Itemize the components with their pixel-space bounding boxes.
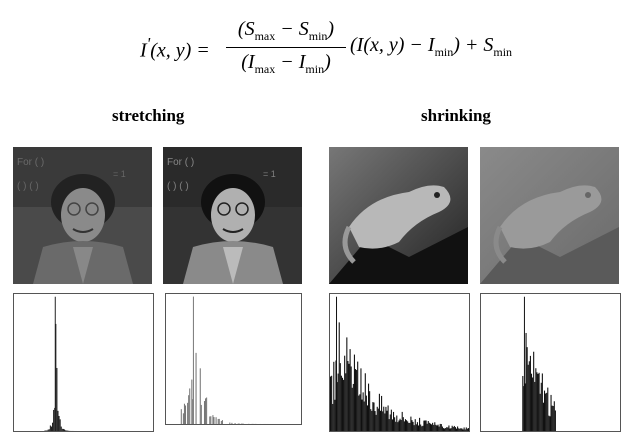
histogram-bar bbox=[522, 376, 523, 431]
histogram-bar bbox=[427, 424, 428, 431]
shrinking-label: shrinking bbox=[421, 106, 491, 125]
histogram-bar bbox=[358, 396, 359, 431]
histogram-bar bbox=[200, 368, 201, 424]
histogram-bar bbox=[455, 427, 456, 431]
histogram-bar bbox=[539, 373, 540, 431]
histogram-bar bbox=[347, 361, 348, 431]
histogram-bar bbox=[344, 356, 345, 431]
histogram-bar bbox=[400, 419, 401, 431]
histogram-bar bbox=[418, 425, 419, 431]
histogram-bar bbox=[409, 423, 410, 431]
histogram-bar bbox=[222, 420, 223, 424]
formula-numerator: $(S_{max} - S_{min})$ bbox=[226, 18, 346, 48]
histogram-bar bbox=[59, 416, 60, 431]
histogram-bar bbox=[361, 400, 362, 431]
histogram-bar bbox=[458, 428, 459, 431]
histogram-bar bbox=[219, 419, 220, 424]
histogram-bar bbox=[52, 423, 53, 431]
histogram-bar bbox=[383, 407, 384, 431]
histogram-bar bbox=[402, 412, 403, 431]
histogram-bar bbox=[426, 420, 427, 431]
histogram-bar bbox=[181, 409, 182, 424]
svg-text:For ( ): For ( ) bbox=[17, 157, 45, 168]
formula-rhs: (I(x, $y) - I_{min}) + S_{min}$ bbox=[350, 34, 513, 59]
histogram-bar bbox=[375, 411, 376, 431]
histogram-bar bbox=[441, 424, 442, 431]
histogram-bar bbox=[353, 384, 354, 431]
contrast-stretch-formula bbox=[140, 10, 513, 82]
histogram-bar bbox=[235, 423, 236, 424]
histogram-bar bbox=[535, 368, 536, 431]
histogram-bar bbox=[396, 416, 397, 431]
histogram-bar bbox=[456, 429, 457, 431]
svg-text:( ) ( ): ( ) ( ) bbox=[167, 181, 189, 192]
histogram-bar bbox=[443, 428, 444, 431]
histogram-bar bbox=[442, 427, 443, 431]
histogram-bar bbox=[351, 366, 352, 431]
histogram-bar bbox=[381, 396, 382, 431]
man-original-image bbox=[13, 147, 152, 284]
histogram-bar bbox=[454, 426, 455, 431]
histogram-bar bbox=[541, 383, 542, 431]
histogram-bar bbox=[204, 401, 205, 424]
histogram-bar bbox=[423, 421, 424, 431]
histogram-bar bbox=[389, 419, 390, 431]
histogram-bar bbox=[49, 429, 50, 431]
histogram-bar bbox=[209, 416, 210, 424]
histogram-bar bbox=[388, 405, 389, 431]
histogram-bar bbox=[460, 428, 461, 431]
histogram-bar bbox=[429, 423, 430, 431]
histogram-bar bbox=[188, 395, 189, 424]
histogram-bar bbox=[345, 373, 346, 431]
man-stretched-histogram bbox=[165, 293, 302, 425]
histogram-bar bbox=[534, 382, 535, 431]
histogram-bar bbox=[210, 416, 211, 424]
histogram-bar bbox=[187, 403, 188, 424]
histogram-bar bbox=[360, 368, 361, 431]
histogram-bar bbox=[543, 403, 544, 431]
histogram-bar bbox=[231, 423, 232, 424]
histogram-bar bbox=[367, 405, 368, 431]
histogram-bar bbox=[392, 419, 393, 431]
histogram-bar bbox=[447, 427, 448, 431]
histogram-bar bbox=[330, 377, 331, 431]
histogram-bar bbox=[47, 430, 48, 431]
histogram-bar bbox=[65, 430, 66, 431]
histogram-bar bbox=[436, 426, 437, 431]
histogram-bar bbox=[339, 322, 340, 431]
histogram-bar bbox=[196, 353, 197, 424]
histogram-bar bbox=[552, 406, 553, 431]
histogram-bar bbox=[359, 394, 360, 431]
histogram-bar bbox=[416, 424, 417, 431]
histogram-bar bbox=[419, 418, 420, 431]
histogram-bar bbox=[435, 425, 436, 431]
man-original-histogram bbox=[13, 293, 154, 432]
histogram-bar bbox=[395, 422, 396, 431]
histogram-bar bbox=[452, 426, 453, 431]
histogram-bar bbox=[57, 411, 58, 431]
histogram-bar bbox=[382, 411, 383, 431]
histogram-bar bbox=[341, 376, 342, 431]
histogram-bar bbox=[346, 337, 347, 431]
histogram-bar bbox=[453, 427, 454, 431]
histogram-bar bbox=[352, 388, 353, 431]
histogram-bar bbox=[417, 422, 418, 431]
histogram-bar bbox=[544, 391, 545, 431]
histogram-bar bbox=[466, 427, 467, 431]
histogram-bar bbox=[440, 424, 441, 431]
histogram-bar bbox=[439, 427, 440, 431]
histogram-bar bbox=[420, 425, 421, 431]
histogram-bar bbox=[406, 420, 407, 431]
histogram-bar bbox=[405, 419, 406, 431]
histogram-bar bbox=[530, 356, 531, 431]
histogram-bar bbox=[391, 410, 392, 431]
histogram-bar bbox=[438, 425, 439, 431]
histogram-bar bbox=[461, 428, 462, 431]
histogram-bar bbox=[342, 378, 343, 431]
histogram-bar bbox=[554, 401, 555, 431]
histogram-bar bbox=[366, 396, 367, 431]
histogram-bar bbox=[334, 400, 335, 431]
histogram-bar bbox=[459, 429, 460, 431]
histogram-bar bbox=[372, 402, 373, 431]
histogram-bar bbox=[393, 412, 394, 431]
histogram-bar bbox=[432, 423, 433, 431]
histogram-bar bbox=[551, 395, 552, 431]
histogram-bar bbox=[377, 407, 378, 431]
histogram-bar bbox=[60, 419, 61, 431]
histogram-bar bbox=[369, 391, 370, 431]
histogram-bar bbox=[238, 423, 239, 424]
histogram-bar bbox=[444, 429, 445, 432]
histogram-bar bbox=[378, 409, 379, 431]
histogram-bar bbox=[415, 419, 416, 431]
histogram-bar bbox=[333, 362, 334, 431]
histogram-bar bbox=[213, 417, 214, 424]
histogram-bar bbox=[431, 424, 432, 431]
histogram-bar bbox=[63, 429, 64, 431]
histogram-bar bbox=[413, 422, 414, 431]
histogram-bar bbox=[368, 384, 369, 431]
histogram-bar bbox=[206, 398, 207, 424]
histogram-bar bbox=[555, 410, 556, 431]
histogram-bar bbox=[191, 380, 192, 424]
histogram-bar bbox=[189, 388, 190, 424]
histogram-bar bbox=[331, 376, 332, 431]
histogram-bar bbox=[430, 424, 431, 431]
histogram-bar bbox=[553, 406, 554, 431]
histogram-bar bbox=[50, 426, 51, 432]
histogram-bar bbox=[398, 420, 399, 431]
histogram-bar bbox=[356, 370, 357, 431]
iguana-shrunk-histogram bbox=[480, 293, 621, 432]
histogram-bar bbox=[533, 352, 534, 431]
histogram-bar bbox=[410, 417, 411, 431]
histogram-bar bbox=[467, 429, 468, 431]
histogram-bar bbox=[394, 417, 395, 431]
histogram-bar bbox=[468, 428, 469, 431]
histogram-bar bbox=[62, 429, 63, 431]
histogram-bar bbox=[380, 411, 381, 431]
svg-text:= 1: = 1 bbox=[113, 169, 126, 179]
histogram-bar bbox=[343, 380, 344, 431]
formula-fraction bbox=[226, 18, 346, 77]
histogram-bar bbox=[205, 398, 206, 424]
histogram-bar bbox=[404, 421, 405, 431]
histogram-bar bbox=[56, 368, 57, 431]
histogram-bar bbox=[385, 407, 386, 431]
svg-text:( ) ( ): ( ) ( ) bbox=[17, 181, 39, 192]
histogram-bar bbox=[465, 429, 466, 431]
histogram-bar bbox=[48, 430, 49, 431]
histogram-bar bbox=[549, 416, 550, 431]
histogram-bar bbox=[407, 421, 408, 431]
histogram-bar bbox=[422, 426, 423, 431]
histogram-bar bbox=[542, 373, 543, 431]
histogram-bar bbox=[540, 394, 541, 431]
histogram-bar bbox=[183, 413, 184, 424]
formula-lhs: I'(x, y) = bbox=[140, 34, 210, 62]
histogram-bar bbox=[184, 404, 185, 424]
histogram-bar bbox=[528, 365, 529, 431]
histogram-bar bbox=[218, 419, 219, 424]
histogram-bar bbox=[376, 415, 377, 431]
histogram-bar bbox=[464, 427, 465, 431]
histogram-bar bbox=[548, 416, 549, 431]
histogram-bar bbox=[354, 355, 355, 431]
histogram-bar bbox=[390, 414, 391, 431]
histogram-bar bbox=[537, 374, 538, 431]
iguana-original-image bbox=[329, 147, 468, 284]
histogram-bar bbox=[370, 409, 371, 431]
histogram-bar bbox=[532, 377, 533, 431]
histogram-bar bbox=[448, 425, 449, 431]
histogram-bar bbox=[546, 393, 547, 431]
histogram-bar bbox=[397, 422, 398, 431]
histogram-bar bbox=[414, 425, 415, 431]
histogram-bar bbox=[527, 347, 528, 431]
histogram-bar bbox=[401, 420, 402, 431]
histogram-bar bbox=[451, 428, 452, 431]
formula-denominator: $(I_{max} - I_{min})$ bbox=[241, 51, 331, 76]
histogram-bar bbox=[201, 405, 202, 424]
histogram-bar bbox=[340, 363, 341, 431]
histogram-bar bbox=[529, 361, 530, 431]
histogram-bar bbox=[229, 423, 230, 424]
histogram-bar bbox=[428, 421, 429, 431]
histogram-bar bbox=[421, 426, 422, 431]
histogram-bar bbox=[408, 423, 409, 431]
svg-text:= 1: = 1 bbox=[263, 169, 276, 179]
histogram-bar bbox=[348, 364, 349, 431]
histogram-bar bbox=[384, 413, 385, 431]
histogram-bar bbox=[379, 394, 380, 431]
histogram-bar bbox=[434, 422, 435, 431]
histogram-bar bbox=[411, 420, 412, 431]
histogram-bar bbox=[547, 388, 548, 431]
histogram-bar bbox=[403, 417, 404, 431]
histogram-bar bbox=[61, 427, 62, 431]
histogram-bar bbox=[185, 405, 186, 424]
histogram-bar bbox=[212, 415, 213, 424]
histogram-bar bbox=[449, 429, 450, 431]
histogram-bar bbox=[424, 420, 425, 431]
histogram-bar bbox=[64, 429, 65, 431]
histogram-bar bbox=[53, 410, 54, 431]
histogram-bar bbox=[216, 417, 217, 424]
histogram-bar bbox=[365, 373, 366, 431]
man-stretched-image bbox=[163, 147, 302, 284]
histogram-bar bbox=[526, 333, 527, 431]
histogram-bar bbox=[462, 429, 463, 431]
stretching-label: stretching bbox=[112, 106, 185, 125]
histogram-bar bbox=[357, 362, 358, 431]
histogram-bar bbox=[386, 411, 387, 431]
histogram-bar bbox=[363, 392, 364, 431]
histogram-bar bbox=[51, 427, 52, 431]
histogram-bar bbox=[545, 394, 546, 431]
iguana-shrunk-image bbox=[480, 147, 619, 284]
histogram-bar bbox=[446, 427, 447, 431]
iguana-original-histogram bbox=[329, 293, 470, 432]
histogram-bar bbox=[445, 428, 446, 431]
histogram-bar bbox=[531, 374, 532, 431]
histogram-bar bbox=[221, 421, 222, 424]
histogram-bar bbox=[433, 425, 434, 431]
histogram-bar bbox=[66, 431, 67, 432]
histogram-bar bbox=[373, 403, 374, 431]
histogram-bar bbox=[355, 369, 356, 431]
histogram-bar bbox=[536, 372, 537, 431]
histogram-bar bbox=[457, 426, 458, 431]
histogram-bar bbox=[371, 411, 372, 431]
histogram-bar bbox=[350, 349, 351, 431]
histogram-bar bbox=[332, 404, 333, 431]
histogram-bar bbox=[338, 374, 339, 431]
svg-text:For ( ): For ( ) bbox=[167, 157, 195, 168]
histogram-bar bbox=[364, 402, 365, 432]
